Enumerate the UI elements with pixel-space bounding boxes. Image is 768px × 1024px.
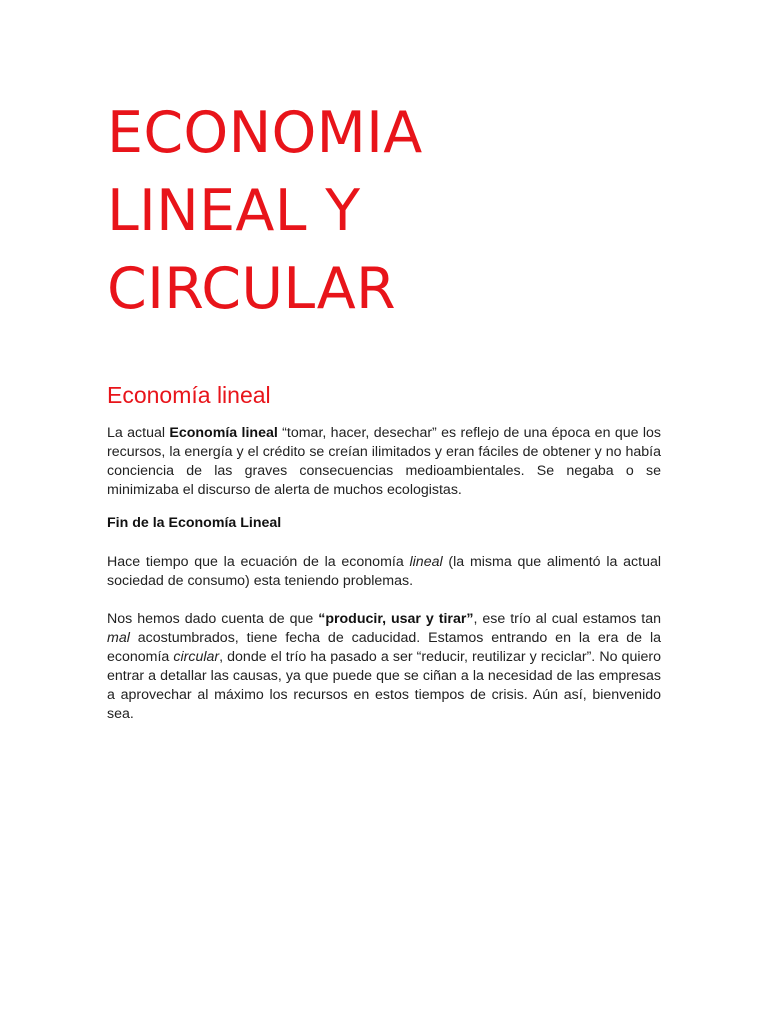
paragraph-intro: [107, 424, 661, 500]
subheading: Fin de la Economía Lineal: [107, 515, 282, 531]
text-run: Nos hemos dado cuenta de que: [107, 611, 319, 627]
bold-term: Economía lineal: [169, 425, 278, 441]
text-run: Hace tiempo que la ecuación de la economía: [107, 554, 410, 570]
text-run: , donde el trío ha pasado a ser “reducir, reutilizar y reciclar”. No quiero entrar a detallar las causas, ya que puede que se ciñan a la necesidad de las empresas a aprovechar al máximo los recursos en estos tiempos de crisis. Aún así, bienvenido sea.: [107, 649, 661, 722]
section-heading: Economía lineal: [107, 382, 271, 408]
paragraph-problems: [107, 553, 661, 591]
text-run: “tomar, hacer, desechar” es reflejo de una época en que los recursos, la energía y el crédito se creían ilimitados y eran fáciles de obtener y no había conciencia de las graves consecuencias medioambientales. Se negaba o se minimizaba el discurso de alerta de muchos ecologistas.: [107, 425, 661, 498]
title-line: ECONOMIA: [107, 100, 423, 166]
text-run: acostumbrados, tiene fecha de caducidad. Estamos entrando en la era de la economía: [107, 630, 661, 665]
document-title: [107, 94, 661, 328]
title-line: LINEAL Y: [107, 178, 361, 244]
text-run: La actual: [107, 425, 170, 441]
italic-term: circular: [173, 649, 220, 665]
bold-term: “producir, usar y tirar”: [318, 611, 474, 627]
text-run: (la misma que alimentó la actual sociedad de consumo) esta teniendo problemas.: [107, 554, 661, 589]
italic-term: mal: [107, 630, 130, 646]
text-run: , ese trío al cual estamos tan: [473, 611, 661, 627]
title-line: CIRCULAR: [107, 256, 396, 322]
italic-term: lineal: [409, 554, 443, 570]
paragraph-circular: [107, 610, 661, 724]
